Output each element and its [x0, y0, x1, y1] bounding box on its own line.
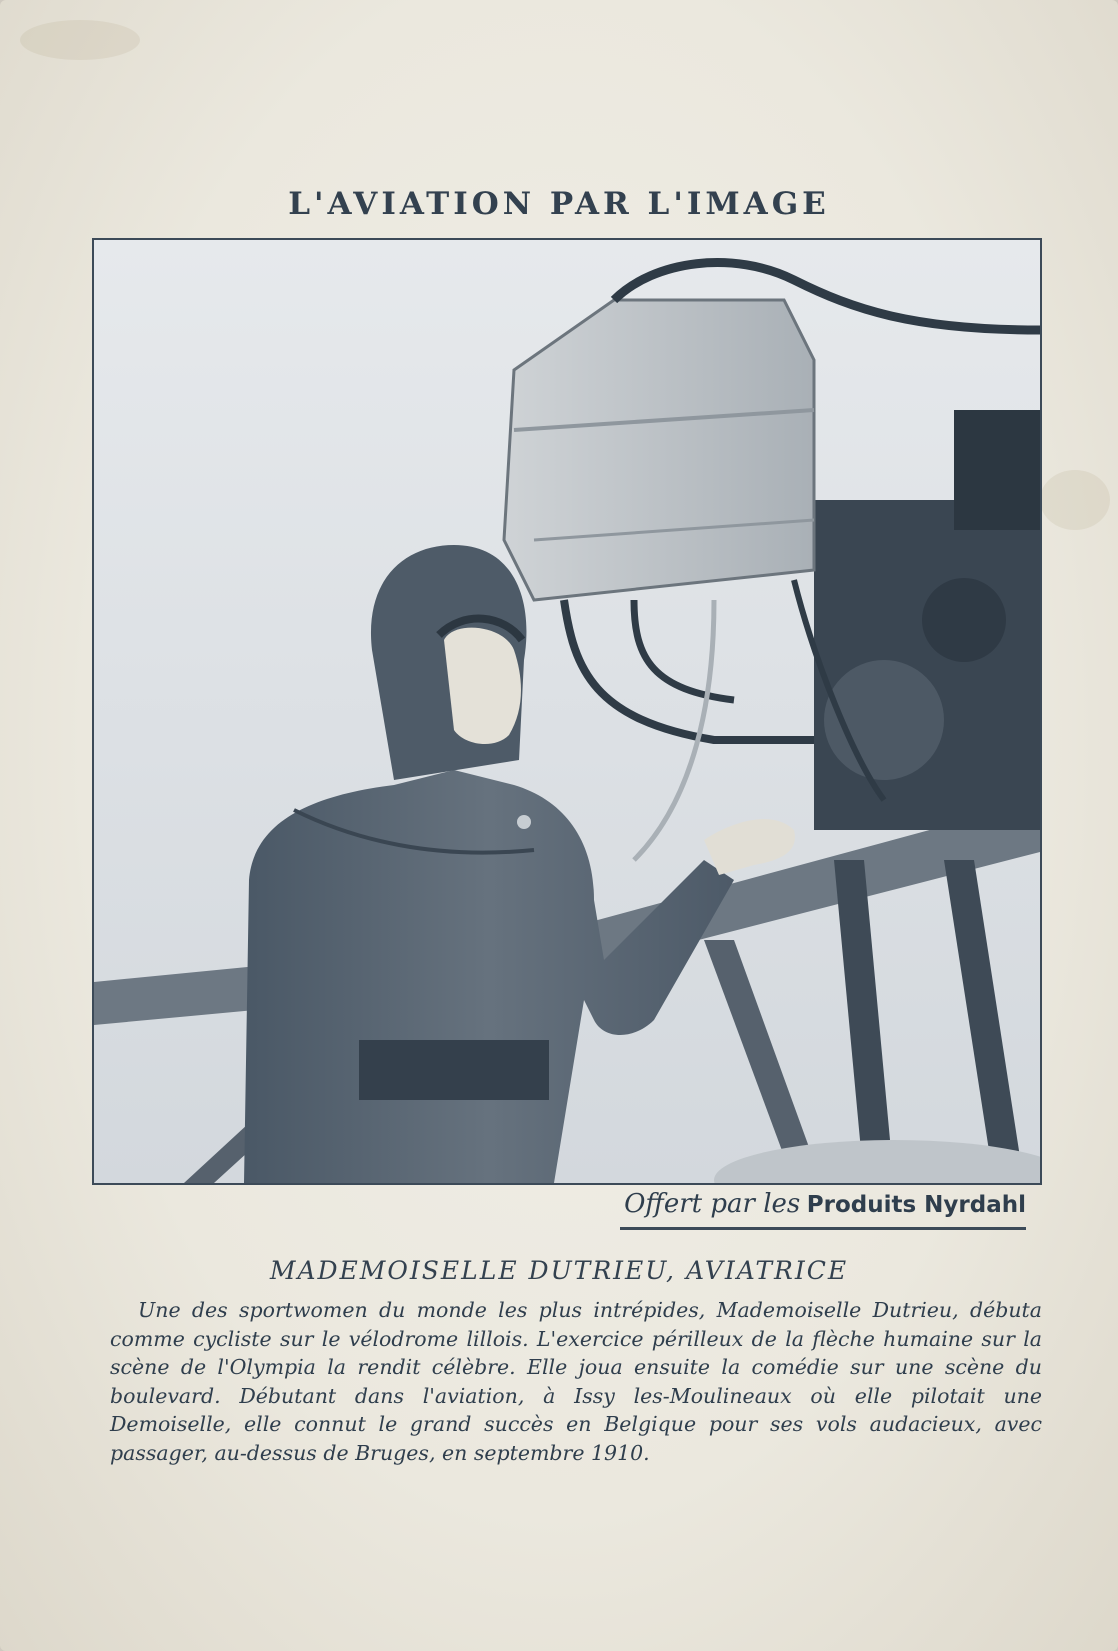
- subject-heading: MADEMOISELLE DUTRIEU, AVIATRICE: [269, 1256, 849, 1285]
- photo-illustration: [94, 240, 1040, 1183]
- photo-aviatrix: [92, 238, 1042, 1185]
- credit-brand: Produits Nyrdahl: [806, 1192, 1026, 1218]
- engine-cylinder: [922, 578, 1006, 662]
- card-title: L'AVIATION PAR L'IMAGE: [288, 186, 830, 222]
- paper-stain: [20, 20, 140, 60]
- credit-prefix: Offert par les: [624, 1189, 801, 1219]
- fuel-tank: [504, 300, 814, 600]
- engine-part: [954, 410, 1040, 530]
- aviatrix-face: [444, 628, 521, 744]
- description-paragraph: [110, 1296, 1042, 1467]
- coat-button: [517, 815, 531, 829]
- sponsor-credit: [620, 1189, 1026, 1230]
- engine-block: [814, 500, 1040, 830]
- belt: [359, 1040, 549, 1100]
- description-text: Une des sportwomen du monde les plus intrépides, Mademoiselle Dutrieu, débuta comme cycliste sur le vélodrome lillois. L'exercice périlleux de la flèche humaine sur la scène de l'Olympia la rendit célèbre. Elle joua ensuite la comédie sur une scène du boulevard. Débutant dans l'aviation, à Issy les-Moulineaux où elle pilotait une Demoiselle, elle connut le grand succès en Belgique pour ses vols audacieux, avec passager, au-dessus de Bruges, en septembre 1910.: [110, 1298, 1042, 1465]
- paper-stain: [1040, 470, 1110, 530]
